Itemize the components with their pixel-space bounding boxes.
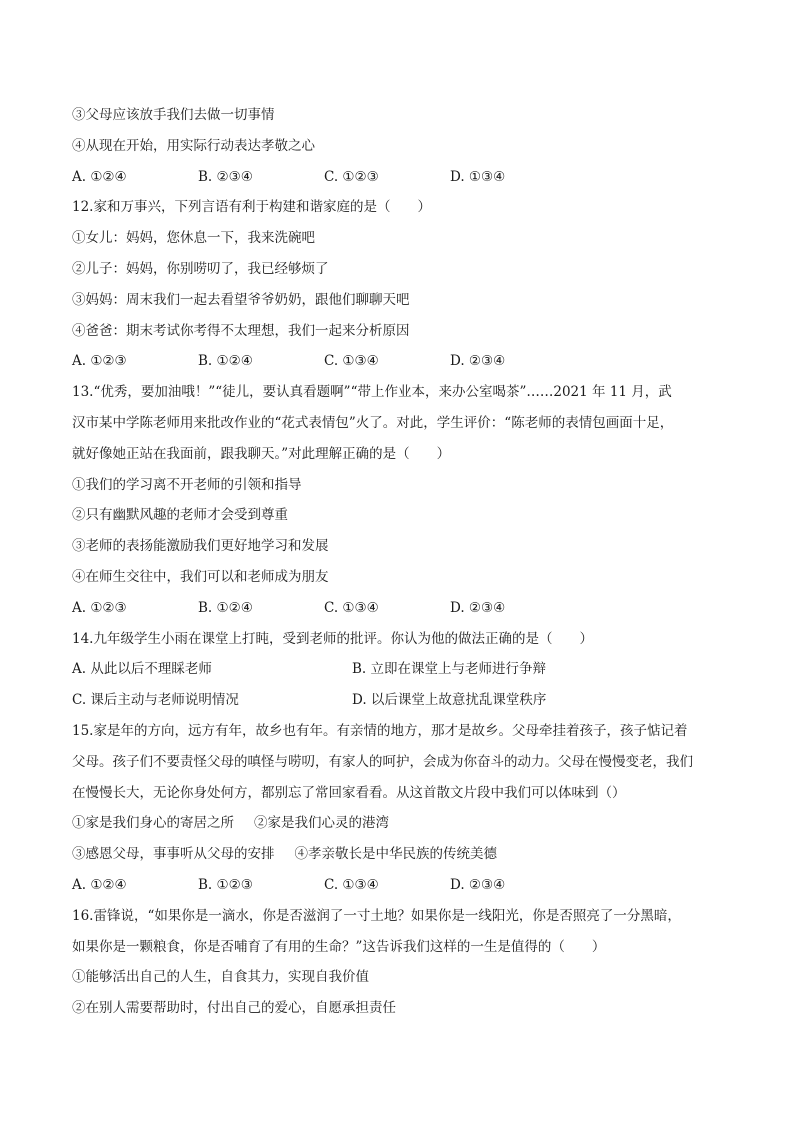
q13-item-4: ④在师生交往中，我们可以和老师成为朋友 (72, 568, 329, 585)
q15-item-4: ④孝亲敬长是中华民族的传统美德 (294, 846, 497, 863)
q11-option-d: D. ①③④ (450, 168, 506, 185)
q13-option-c: C. ①③④ (324, 599, 379, 616)
q13-item-2: ②只有幽默风趣的老师才会受到尊重 (72, 507, 288, 524)
q15-stem-line-2: 父母。孩子们不要责怪父母的嗔怪与唠叨，有家人的呵护，会成为你奋斗的动力。父母在慢慢变老，我们 (72, 753, 693, 770)
q16-stem-line-1: 16.雷锋说，“如果你是一滴水，你是否滋润了一寸土地？如果你是一线阳光，你是否照亮了一分黑暗， (72, 907, 681, 924)
q12-item-3: ③妈妈：周末我们一起去看望爷爷奶奶，跟他们聊聊天吧 (72, 291, 410, 308)
q12-item-2: ②儿子：妈妈，你别唠叨了，我已经够烦了 (72, 260, 329, 277)
q11-option-a: A. ①②④ (72, 168, 127, 185)
q12-item-1: ①女儿：妈妈，您休息一下，我来洗碗吧 (72, 230, 315, 247)
q13-options (72, 593, 722, 624)
q12-item-4: ④爸爸：期末考试你考得不太理想，我们一起来分析原因 (72, 322, 410, 339)
q15-option-d: D. ②③④ (450, 876, 506, 893)
q15-options (72, 870, 722, 901)
q13-item-1: ①我们的学习离不开老师的引领和指导 (72, 476, 302, 493)
q11-options (72, 162, 722, 193)
q11-option-c: C. ①②③ (324, 168, 379, 185)
q14-options-row-2 (72, 685, 722, 716)
q11-option-b: B. ②③④ (198, 168, 253, 185)
q16-stem-line-2: 如果你是一颗粮食，你是否哺育了有用的生命？”这告诉我们这样的一生是值得的（ ） (72, 938, 606, 955)
q14-stem: 14.九年级学生小雨在课堂上打盹，受到老师的批评。你认为他的做法正确的是（ ） (72, 630, 593, 647)
q13-option-d: D. ②③④ (450, 599, 506, 616)
q14-option-c: C. 课后主动与老师说明情况 (72, 692, 239, 709)
q13-option-b: B. ①②④ (198, 599, 253, 616)
q13-item-3: ③老师的表扬能激励我们更好地学习和发展 (72, 538, 329, 555)
q14-option-d: D. 以后课堂上故意扰乱课堂秩序 (352, 692, 547, 709)
q11-item-3: ③父母应该放手我们去做一切事情 (72, 107, 275, 123)
q15-option-c: C. ①③④ (324, 876, 379, 893)
q16-item-2: ②在别人需要帮助时，付出自己的爱心，自愿承担责任 (72, 1000, 396, 1017)
q12-option-b: B. ①②④ (198, 353, 253, 370)
q14-option-a: A. 从此以后不理睬老师 (72, 661, 212, 678)
q14-option-b: B. 立即在课堂上与老师进行争辩 (352, 661, 547, 678)
q14-options-row-1 (72, 654, 722, 685)
q12-option-c: C. ①③④ (324, 353, 379, 370)
q15-stem-line-3: 在慢慢长大，无论你身处何方，都别忘了常回家看看。从这首散文片段中我们可以体味到（） (72, 784, 626, 801)
q13-option-a: A. ①②③ (72, 599, 127, 616)
exam-page (72, 100, 722, 1024)
q15-item-3: ③感恩父母，事事听从父母的安排 (72, 846, 275, 863)
q15-item-1: ①家是我们身心的寄居之所 (72, 815, 234, 832)
q12-stem: 12.家和万事兴，下列言语有利于构建和谐家庭的是（ ） (72, 199, 431, 216)
q16-item-1: ①能够活出自己的人生，自食其力，实现自我价值 (72, 969, 369, 986)
q15-option-b: B. ①②③ (198, 876, 253, 893)
q15-items-row-1 (72, 808, 722, 839)
q15-stem-line-1: 15.家是年的方向，远方有年，故乡也有年。有亲情的地方，那才是故乡。父母牵挂着孩子，孩子惦记着 (72, 722, 688, 739)
q15-items-row-2 (72, 839, 722, 870)
q15-option-a: A. ①②④ (72, 876, 127, 893)
q12-options (72, 346, 722, 377)
q13-stem-line-3: 就好像她正站在我面前，跟我聊天。”对此理解正确的是（ ） (72, 445, 451, 462)
q13-stem-line-2: 汉市某中学陈老师用来批改作业的“花式表情包”火了。对此，学生评价：“陈老师的表情包画面十足， (72, 414, 674, 431)
q12-option-a: A. ①②③ (72, 353, 127, 370)
q15-item-2: ②家是我们心灵的港湾 (254, 815, 389, 832)
q12-option-d: D. ②③④ (450, 353, 506, 370)
q11-item-4: ④从现在开始，用实际行动表达孝敬之心 (72, 137, 315, 154)
q13-stem-line-1: 13.“优秀，要加油哦！”“徒儿，要认真看题啊”“带上作业本，来办公室喝茶”……2021 年 11 月，武 (72, 384, 672, 401)
